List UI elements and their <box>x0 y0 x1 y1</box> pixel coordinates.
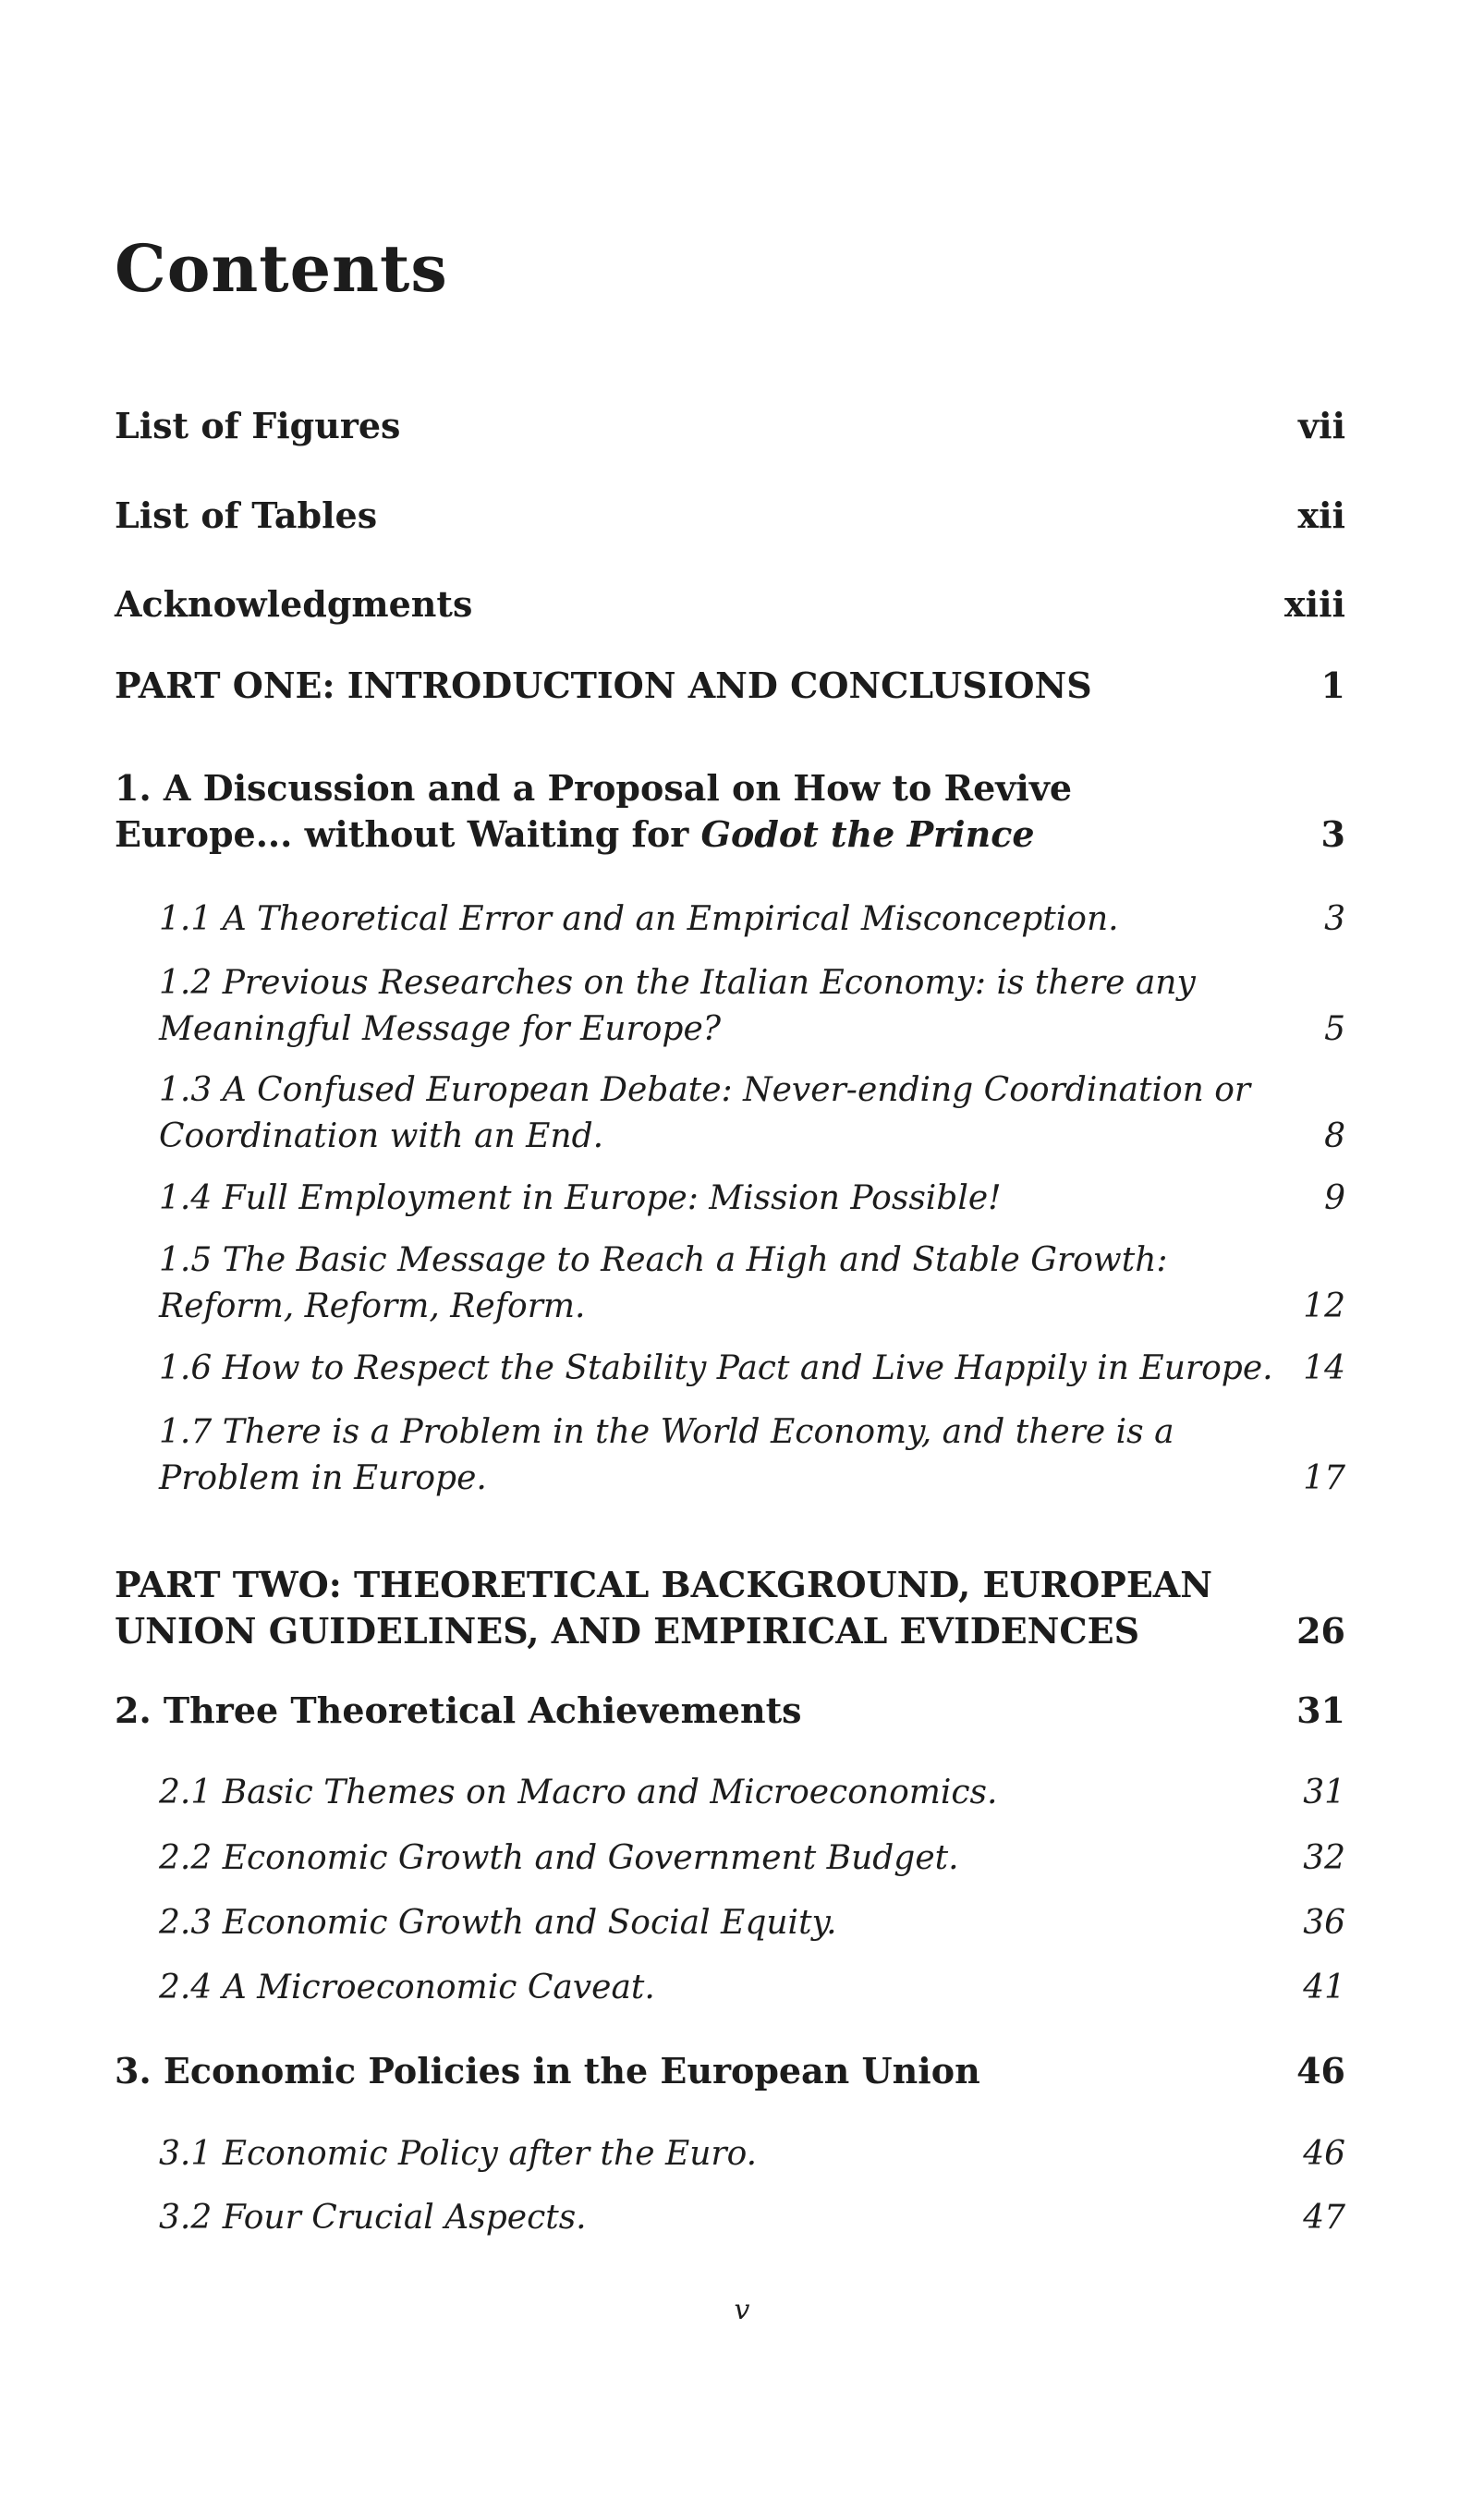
toc-section-3-1 <box>159 2131 1345 2177</box>
toc-page-number: 31 <box>1296 1689 1345 1731</box>
toc-page-number: 5 <box>1324 1010 1345 1048</box>
toc-entry-title: 1.7 There is a Problem in the World Economy, and there is a Problem in Europe. <box>159 1413 1174 1497</box>
toc-page-number: xiii <box>1284 583 1345 625</box>
toc-page-number: vii <box>1298 405 1345 446</box>
toc-part-one <box>115 663 1345 709</box>
toc-page-number: 3 <box>1320 813 1345 855</box>
toc-page-number: 3 <box>1324 900 1345 938</box>
toc-part-two <box>115 1562 1345 1654</box>
toc-entry-title: Acknowledgments <box>115 583 473 625</box>
toc-entry-acknowledgments <box>115 581 1345 628</box>
toc-section-1-4 <box>159 1176 1345 1222</box>
toc-page-number: 36 <box>1303 1904 1345 1942</box>
toc-entry-title: 3.2 Four Crucial Aspects. <box>159 2199 587 2237</box>
toc-page-number: 14 <box>1303 1349 1345 1387</box>
toc-section-1-3 <box>159 1067 1345 1160</box>
toc-entry-title: 2.1 Basic Themes on Macro and Microeconomics. <box>159 1774 998 1811</box>
toc-chapter-3 <box>115 2048 1345 2094</box>
toc-page-number: 26 <box>1296 1610 1345 1652</box>
toc-section-1-2 <box>159 960 1345 1053</box>
toc-entry-title: 3. Economic Policies in the European Union <box>115 2050 980 2091</box>
toc-entry-title: PART TWO: THEORETICAL BACKGROUND, EUROPEAN UNION GUIDELINES, AND EMPIRICAL EVIDENCES <box>115 1564 1213 1652</box>
toc-entry-title: 1.3 A Confused European Debate: Never-ending Coordination or Coordination with an End. <box>159 1071 1251 1155</box>
toc-entry-title: 1.4 Full Employment in Europe: Mission Possible! <box>159 1179 1002 1217</box>
toc-entry-title: 2. Three Theoretical Achievements <box>115 1689 802 1731</box>
toc-page-number: 12 <box>1303 1287 1345 1325</box>
toc-entry-title: 1.1 A Theoretical Error and an Empirical Misconception. <box>159 900 1119 938</box>
toc-chapter-2 <box>115 1688 1345 1734</box>
toc-entry-title: List of Figures <box>115 405 401 446</box>
chapter-title-main: 1. A Discussion and a Proposal on How to Revive Europe... without Waiting for <box>115 767 1073 855</box>
toc-entry-title: 1.6 How to Respect the Stability Pact and Live Happily in Europe. <box>159 1349 1273 1387</box>
toc-section-2-4 <box>159 1965 1345 2011</box>
toc-section-1-6 <box>159 1346 1345 1392</box>
toc-page-number: xii <box>1297 494 1345 536</box>
toc-entry-list-of-figures <box>115 403 1345 449</box>
toc-section-1-1 <box>159 896 1345 943</box>
toc-entry-title: PART ONE: INTRODUCTION AND CONCLUSIONS <box>115 665 1092 706</box>
toc-page-number: 9 <box>1324 1179 1345 1217</box>
chapter-title-italic: Godot the Prince <box>700 813 1035 855</box>
toc-entry-title: 1.2 Previous Researches on the Italian Economy: is there any Meaningful Message for Europe? <box>159 964 1196 1048</box>
toc-section-3-2 <box>159 2195 1345 2241</box>
page-title: Contents <box>115 230 448 307</box>
toc-entry-list-of-tables <box>115 493 1345 539</box>
toc-entry-title <box>115 765 1345 858</box>
toc-page-number: 46 <box>1303 2135 1345 2173</box>
toc-page-number: 31 <box>1303 1774 1345 1811</box>
toc-section-2-3 <box>159 1900 1345 1946</box>
toc-entry-title: 2.3 Economic Growth and Social Equity. <box>159 1904 837 1942</box>
toc-section-2-1 <box>159 1770 1345 1816</box>
toc-page-number: 47 <box>1303 2199 1345 2237</box>
toc-page-number: 8 <box>1324 1117 1345 1155</box>
toc-page-number: 32 <box>1303 1839 1345 1877</box>
toc-section-1-5 <box>159 1238 1345 1330</box>
toc-page-number: 1 <box>1320 665 1345 706</box>
toc-section-1-7 <box>159 1409 1345 1502</box>
page-folio: v <box>734 2294 750 2326</box>
toc-chapter-1 <box>115 765 1345 858</box>
toc-entry-title: 1.5 The Basic Message to Reach a High and Stable Growth: Reform, Reform, Reform. <box>159 1241 1168 1325</box>
toc-entry-title: 2.2 Economic Growth and Government Budget. <box>159 1839 959 1877</box>
toc-section-2-2 <box>159 1835 1345 1882</box>
toc-page-number: 41 <box>1303 1969 1345 2006</box>
toc-page-number: 46 <box>1296 2050 1345 2091</box>
toc-entry-title: 2.4 A Microeconomic Caveat. <box>159 1969 655 2006</box>
toc-entry-title: 3.1 Economic Policy after the Euro. <box>159 2135 758 2173</box>
toc-entry-title: List of Tables <box>115 494 378 536</box>
toc-page-number: 17 <box>1303 1459 1345 1497</box>
